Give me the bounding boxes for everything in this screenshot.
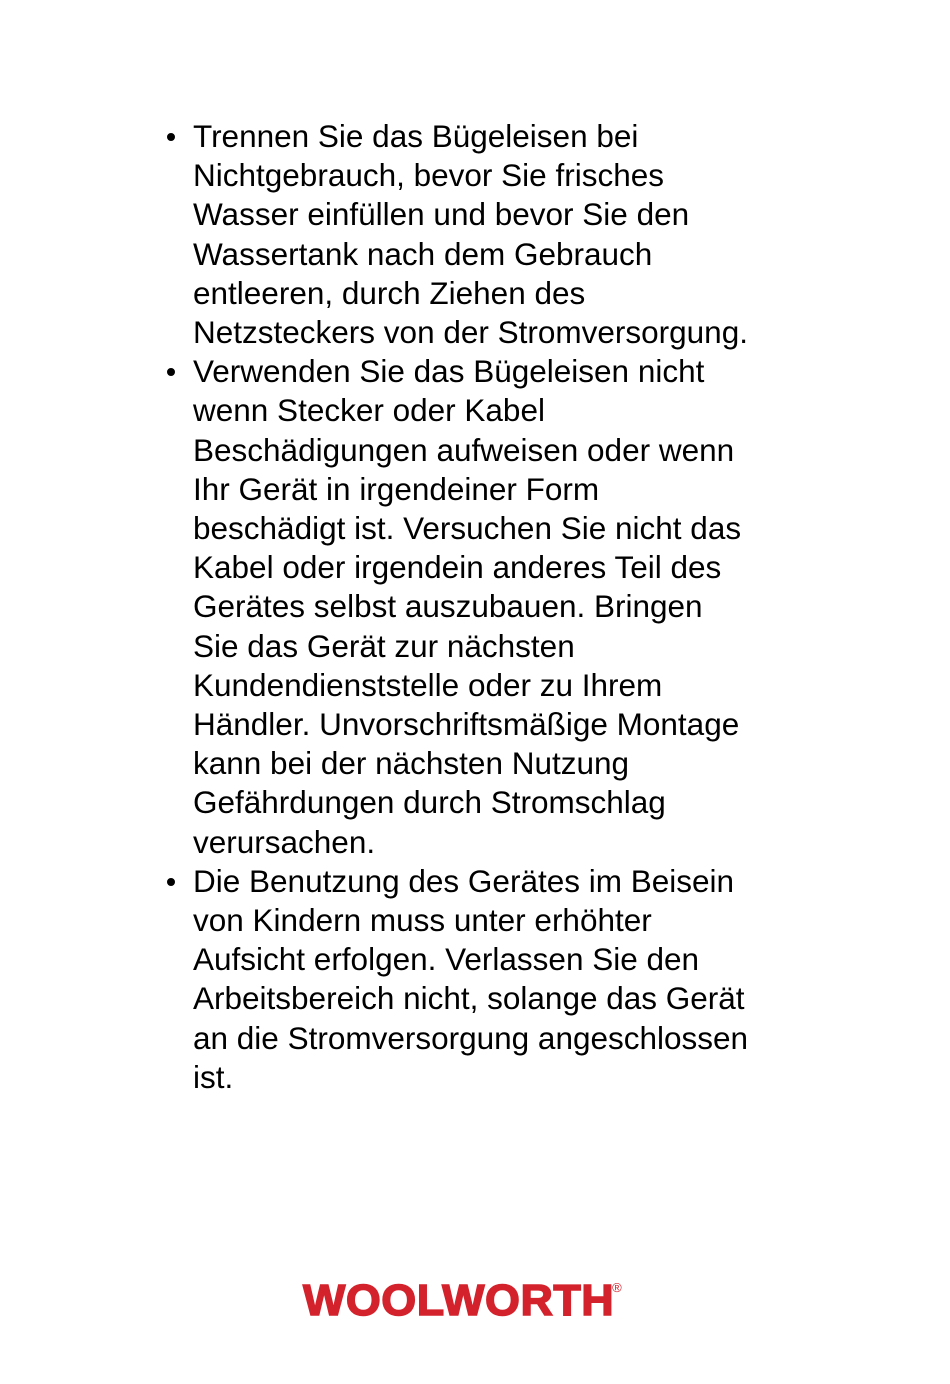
text-line: wenn Stecker oder Kabel	[193, 392, 545, 429]
text-line: Händler. Unvorschriftsmäßige Montage	[193, 706, 740, 743]
text-line: von Kindern muss unter erhöhter	[193, 902, 652, 939]
text-line: kann bei der nächsten Nutzung	[193, 745, 630, 782]
text-line: entleeren, durch Ziehen des	[193, 274, 586, 311]
list-item	[165, 117, 805, 352]
bullet-icon	[167, 878, 175, 886]
text-line: Netzsteckers von der Stromversorgung.	[193, 314, 748, 351]
text-line: Beschädigungen aufweisen oder wenn	[193, 431, 735, 468]
text-line: an die Stromversorgung angeschlossen	[193, 1019, 749, 1056]
text-line: Kabel oder irgendein anderes Teil des	[193, 549, 722, 586]
safety-instructions-list	[165, 117, 805, 1097]
text-line: Arbeitsbereich nicht, solange das Gerät	[193, 980, 745, 1017]
brand-name: WOOLWORTH	[303, 1276, 615, 1325]
list-item	[165, 862, 805, 1097]
list-item	[165, 352, 805, 862]
text-line: Gerätes selbst auszubauen. Bringen	[193, 588, 703, 625]
text-line: ist.	[193, 1058, 234, 1095]
text-line: Verwenden Sie das Bügeleisen nicht	[193, 353, 705, 390]
text-line: Trennen Sie das Bügeleisen bei	[193, 118, 639, 154]
text-line: Die Benutzung des Gerätes im Beisein	[193, 862, 735, 899]
text-line: verursachen.	[193, 823, 376, 860]
text-line: Sie das Gerät zur nächsten	[193, 627, 575, 664]
bullet-icon	[167, 368, 175, 376]
text-line: Aufsicht erfolgen. Verlassen Sie den	[193, 941, 700, 978]
text-line: Wassertank nach dem Gebrauch	[193, 235, 653, 272]
text-line: Ihr Gerät in irgendeiner Form	[193, 470, 600, 507]
text-line: Kundendienststelle oder zu Ihrem	[193, 666, 663, 703]
text-line: Wasser einfüllen und bevor Sie den	[193, 196, 690, 233]
text-line: Gefährdungen durch Stromschlag	[193, 784, 666, 821]
bullet-icon	[167, 133, 175, 141]
text-line: Nichtgebrauch, bevor Sie frisches	[193, 157, 664, 194]
brand-logo	[303, 1276, 622, 1326]
text-line: beschädigt ist. Versuchen Sie nicht das	[193, 510, 742, 547]
registered-mark: ®	[612, 1280, 622, 1295]
